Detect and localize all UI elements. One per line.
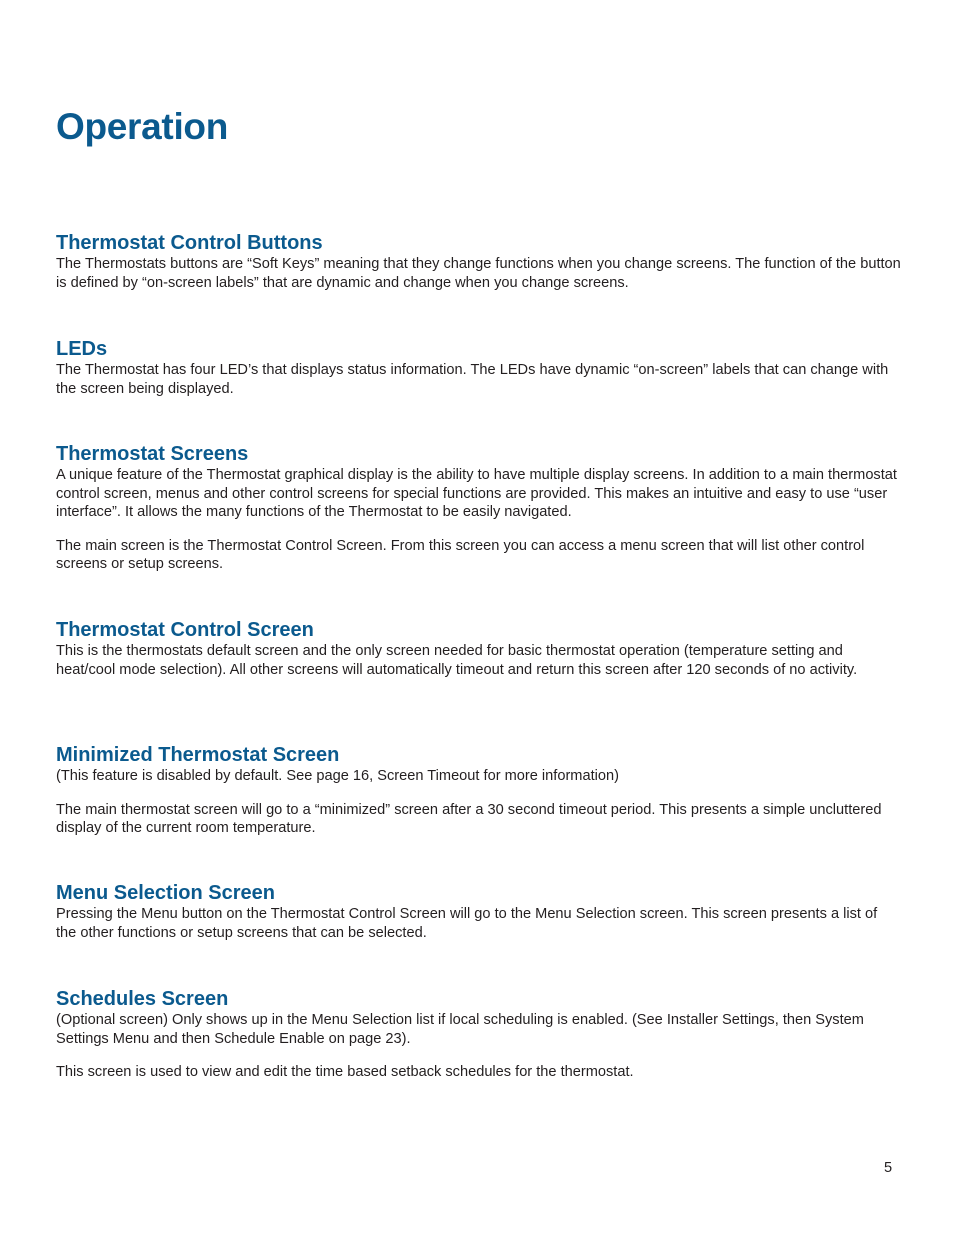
section-paragraph: (This feature is disabled by default. See page 16, Screen Timeout for more information): [56, 768, 619, 784]
section-paragraph: The Thermostats buttons are “Soft Keys” meaning that they change functions when you change screens. The function of the button is defined by “on-screen labels” that are dynamic and change when you change screens.: [56, 256, 901, 291]
section-thermostat-control-buttons: [56, 231, 901, 292]
section-leds: [56, 337, 901, 398]
section-heading: LEDs: [56, 338, 108, 360]
section-thermostat-screens: [56, 442, 901, 574]
section-heading: Thermostat Screens: [56, 443, 249, 465]
page-title: Operation: [56, 106, 229, 147]
section-paragraph: (Optional screen) Only shows up in the Menu Selection list if local scheduling is enabled. (See Installer Settings, then System Settings Menu and then Schedule Enable on page 23).: [56, 1012, 864, 1047]
section-paragraph: This is the thermostats default screen and the only screen needed for basic thermostat operation (temperature setting and heat/cool mode selection). All other screens will automatically timeout and return this screen after 120 seconds of no activity.: [56, 643, 858, 678]
section-thermostat-control-screen: [56, 618, 901, 679]
section-paragraph: A unique feature of the Thermostat graphical display is the ability to have multiple display screens. In addition to a main thermostat control screen, menus and other control screens for special functions are provided. This makes an intuitive and easy to use “user interface”. It allows the many functions of the Thermostat to be easily navigated.: [56, 467, 897, 520]
section-heading: Thermostat Control Screen: [56, 619, 314, 641]
section-heading: Thermostat Control Buttons: [56, 232, 323, 254]
section-paragraph: The main screen is the Thermostat Control Screen. From this screen you can access a menu screen that will list other control screens or setup screens.: [56, 537, 865, 572]
page-number: 5: [884, 1160, 893, 1176]
section-minimized-thermostat-screen: [56, 743, 901, 838]
section-heading: Menu Selection Screen: [56, 882, 275, 904]
section-paragraph: This screen is used to view and edit the time based setback schedules for the thermostat.: [56, 1064, 634, 1080]
section-heading: Schedules Screen: [56, 988, 229, 1010]
section-heading: Minimized Thermostat Screen: [56, 744, 340, 766]
section-paragraph: The Thermostat has four LED’s that displays status information. The LEDs have dynamic “on-screen” labels that can change with the screen being displayed.: [56, 362, 889, 397]
section-schedules-screen: [56, 987, 901, 1082]
section-paragraph: The main thermostat screen will go to a “minimized” screen after a 30 second timeout period. This presents a simple uncluttered display of the current room temperature.: [56, 801, 882, 836]
section-paragraph: Pressing the Menu button on the Thermostat Control Screen will go to the Menu Selection screen. This screen presents a list of the other functions or setup screens that can be selected.: [56, 906, 878, 941]
section-menu-selection-screen: [56, 881, 901, 942]
